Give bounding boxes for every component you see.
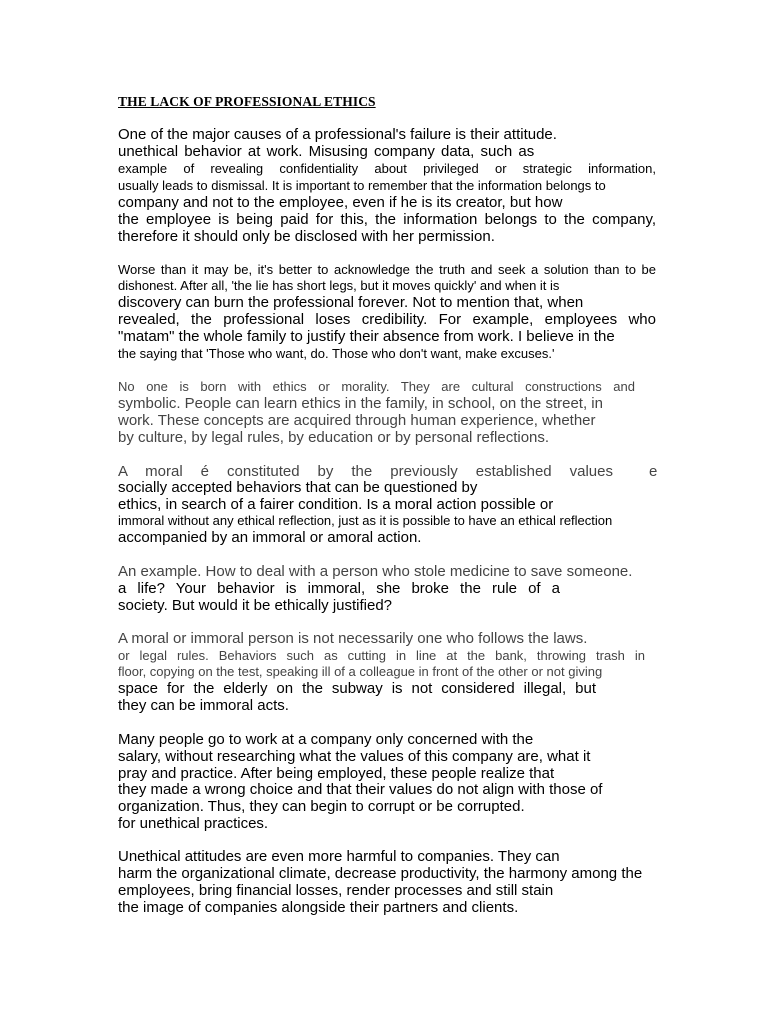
text-line: therefore it should only be disclosed with her permission. xyxy=(118,228,495,245)
text-line: salary, without researching what the values of this company are, what it xyxy=(118,748,591,765)
text-line: work. These concepts are acquired through human experience, whether xyxy=(118,412,596,429)
text-line: company and not to the employee, even if he is its creator, but how xyxy=(118,194,563,211)
text-line: No one is born with ethics or morality. They are cultural constructions and xyxy=(118,379,635,394)
text-line: or legal rules. Behaviors such as cutting in line at the bank, throwing trash in xyxy=(118,648,645,663)
text-line: One of the major causes of a professional's failure is their attitude. xyxy=(118,126,557,143)
text-line: usually leads to dismissal. It is important to remember that the information belongs to xyxy=(118,178,606,193)
text-line: ethics, in search of a fairer condition. Is a moral action possible or xyxy=(118,496,554,513)
text-line: floor, copying on the test, speaking ill of a colleague in front of the other or not giving xyxy=(118,664,603,679)
text-line: employees, bring financial losses, render processes and still stain xyxy=(118,882,554,899)
text-line: Worse than it may be, it's better to acknowledge the truth and seek a solution than to be xyxy=(118,262,656,277)
text-line: An example. How to deal with a person who stole medicine to save someone. xyxy=(118,563,633,580)
text-line: revealed, the professional loses credibility. For example, employees who xyxy=(118,311,656,328)
text-line: immoral without any ethical reflection, just as it is possible to have an ethical reflection xyxy=(118,513,613,528)
text-line: accompanied by an immoral or amoral action. xyxy=(118,529,422,546)
text-line: organization. Thus, they can begin to corrupt or be corrupted. xyxy=(118,798,525,815)
text-line: Unethical attitudes are even more harmful to companies. They can xyxy=(118,848,560,865)
text-line: the saying that 'Those who want, do. Those who don't want, make excuses.' xyxy=(118,346,555,361)
text-line: example of revealing confidentiality about privileged or strategic information, xyxy=(118,161,656,176)
text-line: they made a wrong choice and that their values do not align with those of xyxy=(118,781,603,798)
text-line: harm the organizational climate, decrease productivity, the harmony among the xyxy=(118,865,643,882)
text-line: a life? Your behavior is immoral, she broke the rule of a xyxy=(118,580,560,597)
text-line: "matam" the whole family to justify their absence from work. I believe in the xyxy=(118,328,615,345)
text-line: pray and practice. After being employed, these people realize that xyxy=(118,765,555,782)
text-line: Many people go to work at a company only concerned with the xyxy=(118,731,534,748)
text-line: unethical behavior at work. Misusing company data, such as xyxy=(118,143,535,160)
text-line: space for the elderly on the subway is not considered illegal, but xyxy=(118,680,596,697)
text-line: by culture, by legal rules, by education or by personal reflections. xyxy=(118,429,550,446)
text-line: socially accepted behaviors that can be questioned by xyxy=(118,479,478,496)
text-line: the image of companies alongside their partners and clients. xyxy=(118,899,519,916)
text-line: dishonest. After all, 'the lie has short legs, but it moves quickly' and when it is xyxy=(118,278,560,293)
text-line: symbolic. People can learn ethics in the family, in school, on the street, in xyxy=(118,395,603,412)
text-line: the employee is being paid for this, the information belongs to the company, xyxy=(118,211,656,228)
text-line: A moral or immoral person is not necessarily one who follows the laws. xyxy=(118,630,588,647)
document-title: THE LACK OF PROFESSIONAL ETHICS xyxy=(118,94,376,109)
text-line: A moral é constituted by the previously established values xyxy=(118,463,613,480)
text-line: society. But would it be ethically justified? xyxy=(118,597,393,614)
text-line: for unethical practices. xyxy=(118,815,269,832)
text-line: they can be immoral acts. xyxy=(118,697,289,714)
text-line: e xyxy=(649,463,658,480)
text-line: discovery can burn the professional forever. Not to mention that, when xyxy=(118,294,584,311)
